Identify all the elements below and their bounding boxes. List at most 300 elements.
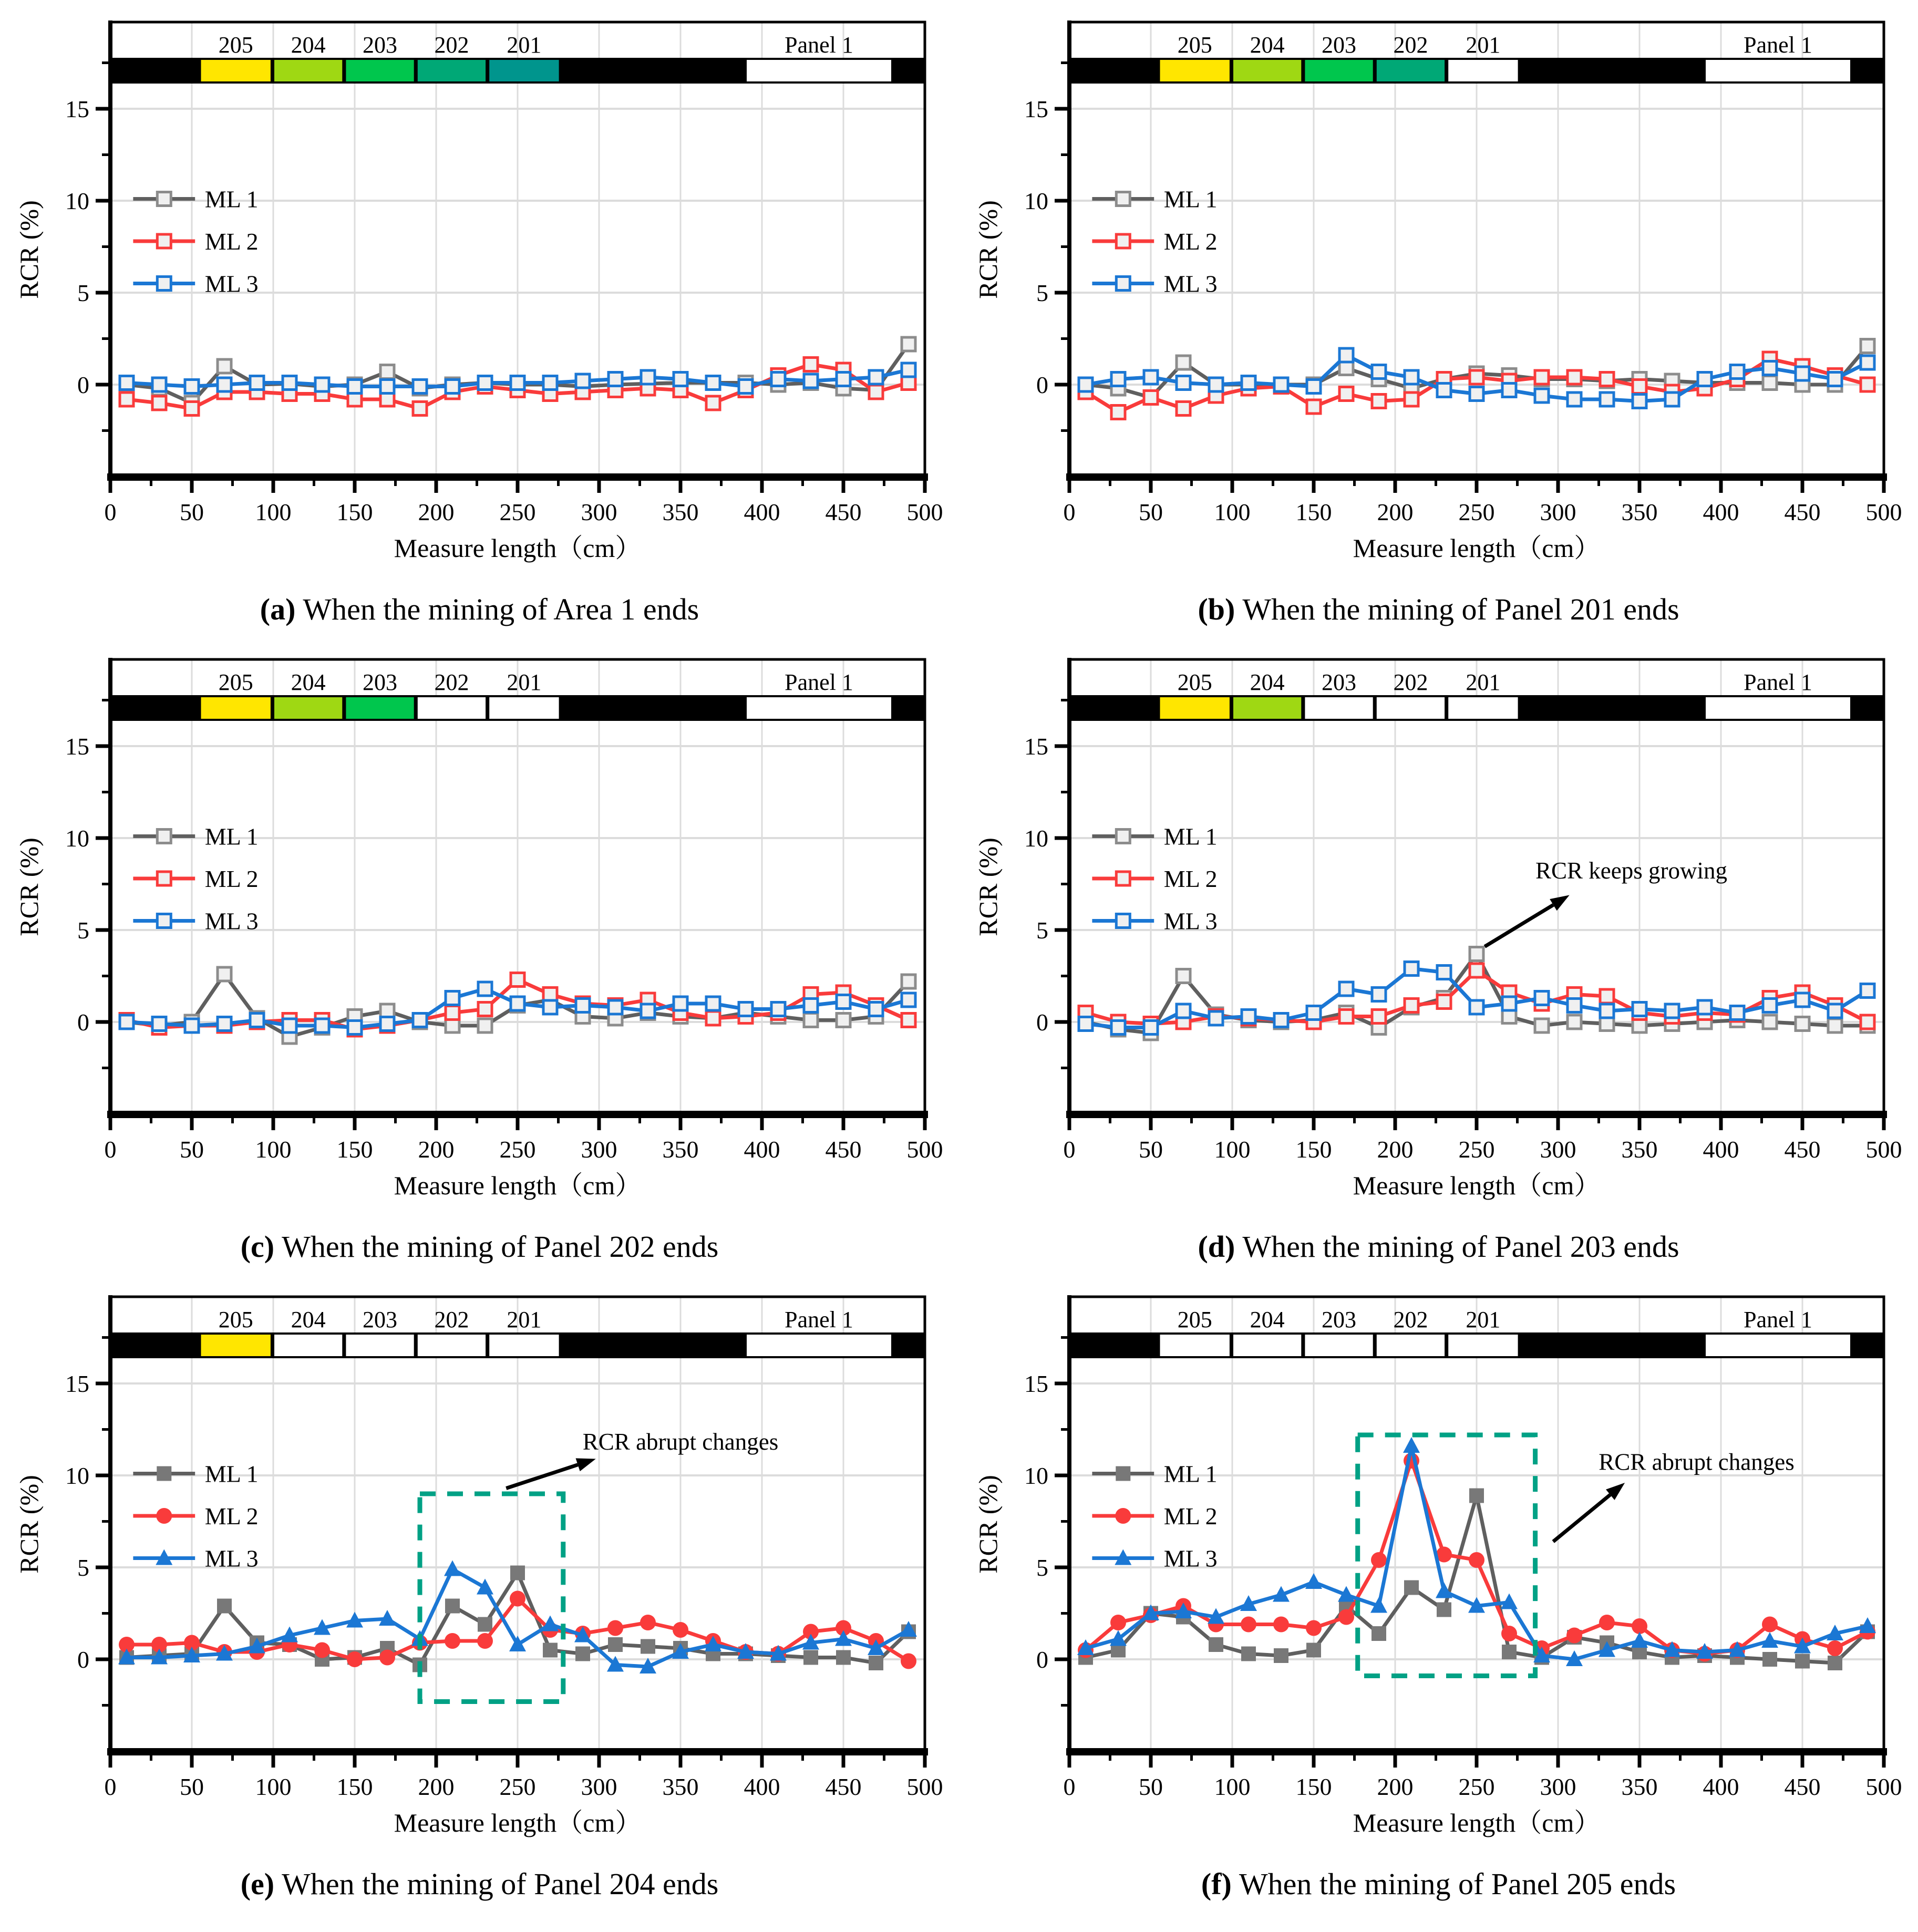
marker-ML3 xyxy=(380,380,394,394)
y-tick-label: 0 xyxy=(1036,1646,1048,1673)
marker-ML2 xyxy=(640,1615,656,1630)
marker-ML3 xyxy=(1403,1437,1420,1453)
marker-ML2 xyxy=(1469,1552,1484,1568)
marker-ML2 xyxy=(1762,1617,1778,1633)
marker-ML1 xyxy=(380,365,394,379)
legend-marker-ML3 xyxy=(1116,277,1130,291)
y-tick-label: 0 xyxy=(77,371,89,398)
marker-ML3 xyxy=(1242,376,1255,390)
panel-segment-label-201: 201 xyxy=(1466,32,1501,58)
panel-segment-202 xyxy=(1376,1334,1446,1357)
caption-a-text: When the mining of Area 1 ends xyxy=(303,592,699,626)
panel-segment-label-203: 203 xyxy=(1322,669,1357,695)
marker-ML2 xyxy=(1372,395,1386,408)
marker-ML3 xyxy=(511,997,524,1010)
x-tick-label: 450 xyxy=(1784,1136,1821,1163)
x-tick-label: 200 xyxy=(418,1136,455,1163)
marker-ML3 xyxy=(1242,1010,1255,1024)
marker-ML2 xyxy=(152,396,166,410)
legend-label-ML1: ML 1 xyxy=(204,1460,259,1487)
marker-ML3 xyxy=(1828,1004,1842,1018)
marker-ML3 xyxy=(1274,1014,1288,1027)
marker-ML3 xyxy=(902,993,915,1007)
marker-ML3 xyxy=(120,1015,133,1029)
panel-segment-202 xyxy=(1376,696,1446,720)
caption-f xyxy=(959,1855,1918,1912)
marker-ML1 xyxy=(1177,356,1190,369)
marker-ML3 xyxy=(1502,384,1516,397)
y-tick-label: 5 xyxy=(77,917,89,944)
marker-ML3 xyxy=(446,380,459,394)
marker-ML2 xyxy=(1568,370,1581,384)
marker-ML3 xyxy=(609,1000,622,1014)
panel-segment-201 xyxy=(1447,59,1519,82)
marker-ML3 xyxy=(1600,1004,1614,1018)
marker-ML3 xyxy=(509,1636,526,1651)
marker-ML1 xyxy=(1763,1015,1777,1029)
marker-ML3 xyxy=(380,1017,394,1031)
x-tick-label: 250 xyxy=(499,1773,536,1800)
legend-label-ML3: ML 3 xyxy=(204,270,259,297)
y-tick-label: 10 xyxy=(65,188,89,214)
x-tick-label: 0 xyxy=(104,1136,117,1163)
legend-marker-ML1 xyxy=(1116,1466,1130,1481)
subplot-d xyxy=(959,637,1918,1275)
legend-marker-ML3 xyxy=(157,914,171,928)
marker-ML3 xyxy=(1111,373,1125,386)
marker-ML3 xyxy=(1631,1632,1648,1648)
marker-ML1 xyxy=(1535,1019,1549,1032)
x-tick-label: 500 xyxy=(906,499,943,525)
marker-ML3 xyxy=(478,982,492,996)
marker-ML3 xyxy=(185,1019,199,1032)
caption-c-text: When the mining of Panel 202 ends xyxy=(282,1229,719,1264)
panel1-label: Panel 1 xyxy=(785,669,853,695)
x-tick-label: 50 xyxy=(1139,1136,1163,1163)
marker-ML3 xyxy=(1665,392,1679,406)
panel-segment-203 xyxy=(1304,696,1374,720)
y-tick-label: 5 xyxy=(77,1554,89,1581)
marker-ML1 xyxy=(869,1656,883,1670)
panel-segment-203 xyxy=(1304,59,1374,82)
caption-f-letter: (f) xyxy=(1201,1866,1232,1901)
marker-ML1 xyxy=(1762,1652,1777,1667)
marker-ML3 xyxy=(477,1579,493,1595)
x-tick-label: 450 xyxy=(825,1773,862,1800)
marker-ML2 xyxy=(1405,999,1418,1013)
marker-ML2 xyxy=(1633,380,1646,394)
caption-e xyxy=(0,1855,959,1912)
y-tick-label: 0 xyxy=(77,1646,89,1673)
x-tick-label: 300 xyxy=(1540,1136,1576,1163)
marker-ML3 xyxy=(1209,1011,1223,1025)
panel-segment-204 xyxy=(1232,1334,1302,1357)
x-tick-label: 50 xyxy=(1139,499,1163,525)
legend-label-ML2: ML 2 xyxy=(204,865,259,892)
x-tick-label: 250 xyxy=(499,1136,536,1163)
x-axis-label: Measure length（cm） xyxy=(1353,1808,1601,1837)
x-axis-label: Measure length（cm） xyxy=(394,1171,642,1200)
x-tick-label: 350 xyxy=(1621,1136,1658,1163)
legend-marker-ML2 xyxy=(1116,872,1130,885)
panel-segment-203 xyxy=(345,59,415,82)
marker-ML1 xyxy=(1274,1648,1288,1663)
x-tick-label: 50 xyxy=(180,1773,204,1800)
panel1-label: Panel 1 xyxy=(785,32,853,58)
panel-segment-205 xyxy=(200,59,272,82)
legend-label-ML1: ML 1 xyxy=(204,823,259,850)
marker-ML1 xyxy=(1437,1603,1451,1617)
subplot-b xyxy=(959,0,1918,637)
marker-ML2 xyxy=(902,1014,915,1027)
panel-segment-205 xyxy=(200,1334,272,1357)
panel-segment-label-203: 203 xyxy=(1322,32,1357,58)
panel-segment-label-205: 205 xyxy=(1177,669,1212,695)
marker-ML3 xyxy=(1437,384,1451,397)
marker-ML3 xyxy=(641,370,655,384)
marker-ML3 xyxy=(869,1003,883,1016)
marker-ML1 xyxy=(608,1637,623,1652)
marker-ML3 xyxy=(1761,1632,1778,1648)
x-tick-label: 150 xyxy=(1295,1773,1332,1800)
caption-d-text: When the mining of Panel 203 ends xyxy=(1242,1229,1679,1264)
panel1-label: Panel 1 xyxy=(1744,1307,1812,1332)
legend-label-ML2: ML 2 xyxy=(1163,1503,1218,1530)
chart-c xyxy=(0,637,959,1218)
y-tick-label: 5 xyxy=(1036,280,1048,306)
marker-ML3 xyxy=(1763,361,1777,375)
marker-ML3 xyxy=(283,376,296,390)
legend-label-ML3: ML 3 xyxy=(1163,1545,1218,1572)
x-tick-label: 200 xyxy=(1377,499,1414,525)
marker-ML3 xyxy=(1568,999,1581,1013)
panel-segment-label-204: 204 xyxy=(291,32,326,58)
marker-ML1 xyxy=(803,1650,818,1665)
marker-ML3 xyxy=(1730,365,1744,379)
panel-segment-label-202: 202 xyxy=(434,669,469,695)
marker-ML3 xyxy=(1405,962,1418,976)
legend-marker-ML1 xyxy=(157,830,171,843)
x-tick-label: 150 xyxy=(1295,499,1332,525)
x-tick-label: 350 xyxy=(662,1773,699,1800)
x-tick-label: 100 xyxy=(1214,1136,1251,1163)
marker-ML2 xyxy=(1144,391,1158,405)
marker-ML2 xyxy=(1600,989,1614,1003)
marker-ML3 xyxy=(1535,991,1549,1005)
x-axis-label: Measure length（cm） xyxy=(394,1808,642,1837)
chart-d xyxy=(959,637,1918,1218)
marker-ML2 xyxy=(1241,1617,1256,1633)
marker-ML1 xyxy=(478,1019,492,1032)
marker-ML3 xyxy=(1209,378,1223,391)
panel-segment-label-204: 204 xyxy=(1250,669,1285,695)
caption-f-text: When the mining of Panel 205 ends xyxy=(1239,1866,1676,1901)
panel-segment-203 xyxy=(345,696,415,720)
marker-ML2 xyxy=(120,392,133,406)
marker-ML1 xyxy=(902,337,915,351)
chart-e xyxy=(0,1275,959,1855)
marker-ML2 xyxy=(413,402,427,416)
legend-marker-ML3 xyxy=(1116,914,1130,928)
x-tick-label: 300 xyxy=(581,1136,617,1163)
marker-ML2 xyxy=(478,1003,492,1016)
marker-ML3 xyxy=(1307,1006,1321,1020)
marker-ML1 xyxy=(836,1650,851,1665)
panel-segment-label-205: 205 xyxy=(1177,1307,1212,1332)
marker-ML2 xyxy=(1273,1617,1289,1633)
marker-ML2 xyxy=(446,1006,459,1020)
marker-ML2 xyxy=(1600,373,1614,386)
marker-ML2 xyxy=(1566,1628,1582,1644)
marker-ML1 xyxy=(1209,1637,1223,1652)
marker-ML1 xyxy=(575,1647,590,1661)
panel-segment-label-204: 204 xyxy=(1250,32,1285,58)
y-tick-label: 0 xyxy=(1036,1009,1048,1036)
x-tick-label: 400 xyxy=(744,1136,780,1163)
panel-segment-label-205: 205 xyxy=(218,669,253,695)
marker-ML3 xyxy=(1372,365,1386,379)
panel-segment-label-205: 205 xyxy=(218,1307,253,1332)
marker-ML2 xyxy=(1827,1640,1843,1656)
y-tick-label: 15 xyxy=(65,96,89,122)
caption-b xyxy=(959,581,1918,637)
marker-ML3 xyxy=(804,999,818,1013)
marker-ML3 xyxy=(771,373,785,386)
legend-label-ML1: ML 1 xyxy=(1163,1460,1218,1487)
y-tick-label: 15 xyxy=(1024,1370,1048,1397)
marker-ML1 xyxy=(218,359,231,373)
marker-ML3 xyxy=(837,995,850,1009)
marker-ML3 xyxy=(152,378,166,391)
y-axis-label: RCR (%) xyxy=(973,200,1003,299)
marker-ML2 xyxy=(706,1011,720,1025)
marker-ML1 xyxy=(902,975,915,988)
x-tick-label: 500 xyxy=(1865,1136,1902,1163)
marker-ML2 xyxy=(1501,1626,1517,1641)
x-tick-label: 0 xyxy=(1063,499,1076,525)
y-axis-label: RCR (%) xyxy=(14,1475,44,1574)
chart-f xyxy=(959,1275,1918,1855)
x-tick-label: 500 xyxy=(906,1136,943,1163)
marker-ML2 xyxy=(477,1633,493,1649)
marker-ML3 xyxy=(1861,984,1874,998)
marker-ML2 xyxy=(1371,1552,1387,1568)
marker-ML1 xyxy=(218,967,231,981)
panel-segment-204 xyxy=(273,59,343,82)
panel-segment-label-202: 202 xyxy=(434,32,469,58)
legend-label-ML2: ML 2 xyxy=(204,228,259,255)
marker-ML3 xyxy=(1111,1021,1125,1035)
marker-ML3 xyxy=(1698,1000,1711,1014)
x-tick-label: 400 xyxy=(744,499,780,525)
marker-ML1 xyxy=(1763,376,1777,390)
marker-ML1 xyxy=(543,1643,558,1658)
marker-ML2 xyxy=(1338,1609,1354,1625)
panel-segment-label-202: 202 xyxy=(1393,669,1428,695)
marker-ML3 xyxy=(1177,376,1190,390)
marker-ML2 xyxy=(1339,387,1353,401)
legend-label-ML3: ML 3 xyxy=(204,1545,259,1572)
x-tick-label: 50 xyxy=(1139,1773,1163,1800)
marker-ML1 xyxy=(1828,1019,1842,1032)
marker-ML3 xyxy=(1470,387,1483,401)
marker-ML3 xyxy=(120,376,133,390)
marker-ML3 xyxy=(1502,997,1516,1010)
marker-ML2 xyxy=(804,358,818,371)
panel-segment-205 xyxy=(1159,696,1231,720)
marker-ML3 xyxy=(902,363,915,377)
legend-marker-ML1 xyxy=(157,1466,171,1481)
marker-ML3 xyxy=(1307,380,1321,394)
marker-ML1 xyxy=(217,1599,232,1614)
caption-b-letter: (b) xyxy=(1198,592,1235,626)
x-tick-label: 450 xyxy=(1784,1773,1821,1800)
panel-segment-label-203: 203 xyxy=(363,32,398,58)
marker-ML3 xyxy=(1079,378,1092,391)
marker-ML3 xyxy=(1665,1004,1679,1018)
y-tick-label: 10 xyxy=(65,825,89,852)
marker-ML3 xyxy=(1600,392,1614,406)
legend-marker-ML1 xyxy=(1116,830,1130,843)
marker-ML1 xyxy=(1306,1643,1321,1658)
x-tick-label: 150 xyxy=(1295,1136,1332,1163)
x-tick-label: 300 xyxy=(1540,499,1576,525)
panel-segment-201 xyxy=(1447,696,1519,720)
panel-segment-201 xyxy=(488,1334,560,1357)
panel-segment-label-202: 202 xyxy=(434,1307,469,1332)
annotation-arrowhead xyxy=(1550,895,1570,911)
marker-ML3 xyxy=(348,380,362,394)
marker-ML3 xyxy=(609,373,622,386)
marker-ML3 xyxy=(315,378,329,391)
y-tick-label: 15 xyxy=(1024,96,1048,122)
panel-segment-204 xyxy=(273,1334,343,1357)
panel-segment-label-202: 202 xyxy=(1393,1307,1428,1332)
marker-ML3 xyxy=(1535,389,1549,402)
subplot-f xyxy=(959,1275,1918,1912)
caption-a xyxy=(0,581,959,637)
marker-ML2 xyxy=(314,1642,330,1658)
x-tick-label: 200 xyxy=(418,1773,455,1800)
x-tick-label: 250 xyxy=(1458,1136,1495,1163)
y-tick-label: 15 xyxy=(65,733,89,760)
y-tick-label: 15 xyxy=(65,1370,89,1397)
marker-ML3 xyxy=(674,373,687,386)
x-tick-label: 200 xyxy=(418,499,455,525)
panel-segment-203 xyxy=(345,1334,415,1357)
y-tick-label: 10 xyxy=(1024,825,1048,852)
x-tick-label: 100 xyxy=(1214,499,1251,525)
marker-ML3 xyxy=(1698,373,1711,386)
annotation-text: RCR abrupt changes xyxy=(582,1429,779,1455)
marker-ML2 xyxy=(901,1654,916,1669)
panel1-label: Panel 1 xyxy=(785,1307,853,1332)
marker-ML2 xyxy=(1437,995,1451,1009)
marker-ML3 xyxy=(804,374,818,388)
legend-label-ML2: ML 2 xyxy=(204,1503,259,1530)
panel-segment-label-203: 203 xyxy=(363,1307,398,1332)
marker-ML1 xyxy=(837,1014,850,1027)
chart-b xyxy=(959,0,1918,581)
marker-ML1 xyxy=(1177,969,1190,983)
marker-ML3 xyxy=(674,997,687,1010)
caption-e-text: When the mining of Panel 204 ends xyxy=(282,1866,719,1901)
marker-ML3 xyxy=(1144,1021,1158,1035)
x-tick-label: 350 xyxy=(662,499,699,525)
caption-d xyxy=(959,1218,1918,1275)
marker-ML3 xyxy=(348,1021,362,1035)
marker-ML1 xyxy=(510,1566,525,1580)
panel-segment-label-202: 202 xyxy=(1393,32,1428,58)
panel-segment-202 xyxy=(417,59,487,82)
panel-segment-label-204: 204 xyxy=(291,669,326,695)
panel1-box xyxy=(746,1334,892,1357)
caption-d-letter: (d) xyxy=(1198,1229,1235,1264)
annotation-text: RCR abrupt changes xyxy=(1599,1449,1795,1475)
y-tick-label: 5 xyxy=(1036,1554,1048,1581)
chart-a xyxy=(0,0,959,581)
x-tick-label: 250 xyxy=(1458,499,1495,525)
legend-marker-ML2 xyxy=(1115,1508,1131,1524)
marker-ML3 xyxy=(1633,395,1646,408)
marker-ML2 xyxy=(869,385,883,399)
x-tick-label: 100 xyxy=(255,1773,292,1800)
subplot-a xyxy=(0,0,959,637)
panel1-box xyxy=(1705,1334,1851,1357)
y-axis-label: RCR (%) xyxy=(973,1475,1003,1574)
marker-ML2 xyxy=(1470,964,1483,977)
x-axis-label: Measure length（cm） xyxy=(1353,533,1601,563)
marker-ML3 xyxy=(1861,356,1874,369)
marker-ML3 xyxy=(869,370,883,384)
annotation-arrow-line xyxy=(1485,905,1553,946)
annotation-arrowhead xyxy=(576,1458,596,1471)
panel1-box xyxy=(1705,59,1851,82)
marker-ML2 xyxy=(185,402,199,416)
legend-marker-ML1 xyxy=(1116,192,1130,206)
panel-segment-204 xyxy=(1232,696,1302,720)
marker-ML3 xyxy=(1305,1573,1322,1589)
x-tick-label: 0 xyxy=(104,1773,117,1800)
caption-a-letter: (a) xyxy=(260,592,296,626)
panel-segment-204 xyxy=(1232,59,1302,82)
marker-ML3 xyxy=(1633,1003,1646,1016)
marker-ML2 xyxy=(1339,1010,1353,1024)
marker-ML2 xyxy=(347,1651,363,1667)
subplot-e xyxy=(0,1275,959,1912)
marker-ML3 xyxy=(543,1000,557,1014)
marker-ML3 xyxy=(576,374,590,388)
legend-label-ML3: ML 3 xyxy=(204,907,259,935)
marker-ML3 xyxy=(641,1004,655,1018)
marker-ML2 xyxy=(706,396,720,410)
marker-ML3 xyxy=(152,1017,166,1031)
marker-ML2 xyxy=(1372,1010,1386,1024)
panel-segment-205 xyxy=(1159,59,1231,82)
x-tick-label: 50 xyxy=(180,499,204,525)
marker-ML2 xyxy=(1307,400,1321,414)
marker-ML3 xyxy=(413,1014,427,1027)
x-axis-label: Measure length（cm） xyxy=(394,533,642,563)
x-tick-label: 350 xyxy=(1621,499,1658,525)
legend-marker-ML2 xyxy=(157,872,171,885)
panel-segment-201 xyxy=(488,59,560,82)
marker-ML3 xyxy=(739,1003,752,1016)
marker-ML2 xyxy=(1632,1618,1647,1634)
marker-ML2 xyxy=(1110,1615,1126,1630)
marker-ML3 xyxy=(543,376,557,390)
marker-ML3 xyxy=(185,380,199,394)
